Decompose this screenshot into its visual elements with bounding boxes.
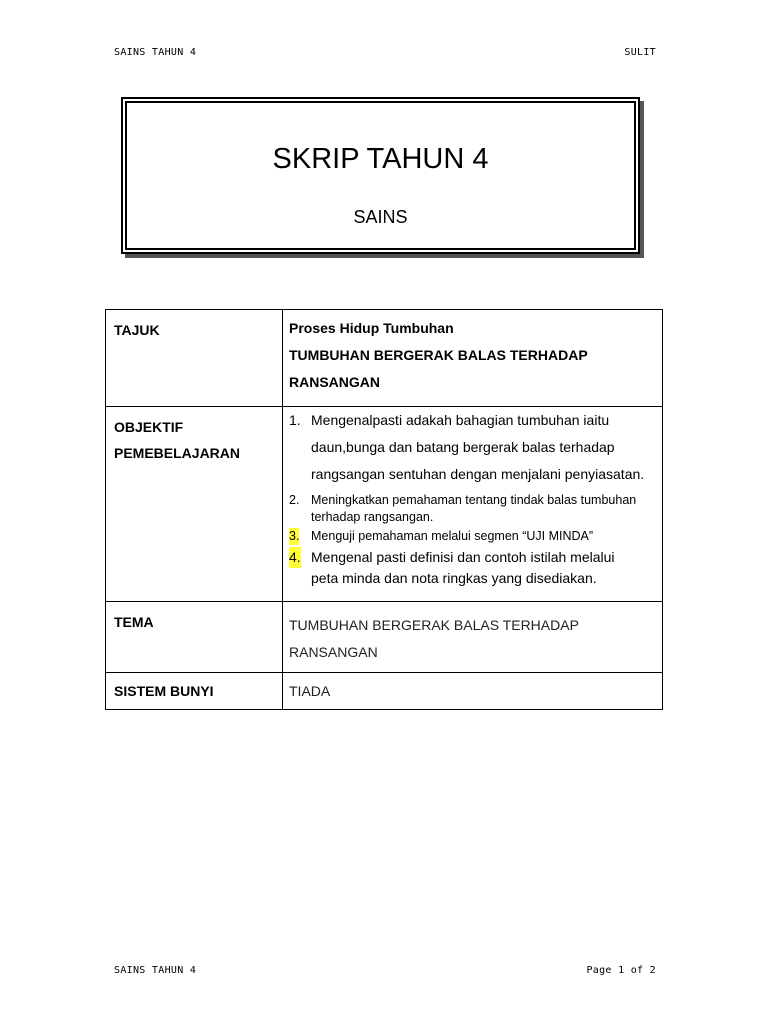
objective-number-highlighted: 3. xyxy=(289,529,300,543)
value-tajuk xyxy=(283,310,663,407)
label-tajuk: TAJUK xyxy=(106,310,283,407)
tajuk-line3: RANSANGAN xyxy=(289,374,380,390)
objective-item xyxy=(289,528,656,545)
objective-line: peta minda dan nota ringkas yang disediakan. xyxy=(311,570,597,586)
label-objektif xyxy=(106,407,283,602)
label-sistem-bunyi: SISTEM BUNYI xyxy=(106,673,283,710)
document-title: SKRIP TAHUN 4 xyxy=(272,143,489,175)
objective-item xyxy=(289,407,656,488)
objective-line: Mengenalpasti adakah bahagian tumbuhan iaitu xyxy=(311,412,610,428)
row-tema xyxy=(106,602,663,673)
objective-line: Mengenal pasti definisi dan contoh istilah melalui xyxy=(311,549,615,565)
header-right-text: SULIT xyxy=(624,47,656,58)
objective-line: Menguji pemahaman melalui segmen “UJI MINDA” xyxy=(311,529,594,543)
row-sistem-bunyi xyxy=(106,673,663,710)
objective-item xyxy=(289,492,656,526)
objektif-label-line1: OBJEKTIF xyxy=(114,419,184,435)
info-table xyxy=(105,309,663,710)
document-subtitle: SAINS xyxy=(353,207,408,227)
objective-line: Meningkatkan pemahaman tentang tindak balas tumbuhan xyxy=(311,493,637,507)
footer-left-text: SAINS TAHUN 4 xyxy=(114,965,197,976)
label-tema: TEMA xyxy=(106,602,283,673)
row-tajuk xyxy=(106,310,663,407)
tema-line1: TUMBUHAN BERGERAK BALAS TERHADAP xyxy=(289,617,579,633)
objective-list xyxy=(289,407,656,589)
row-objektif xyxy=(106,407,663,602)
objective-line: terhadap rangsangan. xyxy=(311,510,434,524)
tajuk-line1: Proses Hidup Tumbuhan xyxy=(289,320,454,336)
value-objektif xyxy=(283,407,663,602)
header-left-text: SAINS TAHUN 4 xyxy=(114,47,197,58)
title-box xyxy=(121,97,640,254)
objective-item xyxy=(289,547,656,589)
value-sistem-bunyi: TIADA xyxy=(283,673,663,710)
objective-number: 1. xyxy=(289,412,301,428)
objective-number: 2. xyxy=(289,493,300,507)
objective-line: rangsangan sentuhan dengan menjalani penyiasatan. xyxy=(311,466,645,482)
footer-page-number: Page 1 of 2 xyxy=(586,965,656,976)
tajuk-line2: TUMBUHAN BERGERAK BALAS TERHADAP xyxy=(289,347,588,363)
objective-number-highlighted: 4. xyxy=(289,547,301,568)
objective-line: daun,bunga dan batang bergerak balas terhadap xyxy=(311,439,615,455)
value-tema xyxy=(283,602,663,673)
objektif-label-line2: PEMEBELAJARAN xyxy=(114,445,241,461)
tema-line2: RANSANGAN xyxy=(289,644,378,660)
